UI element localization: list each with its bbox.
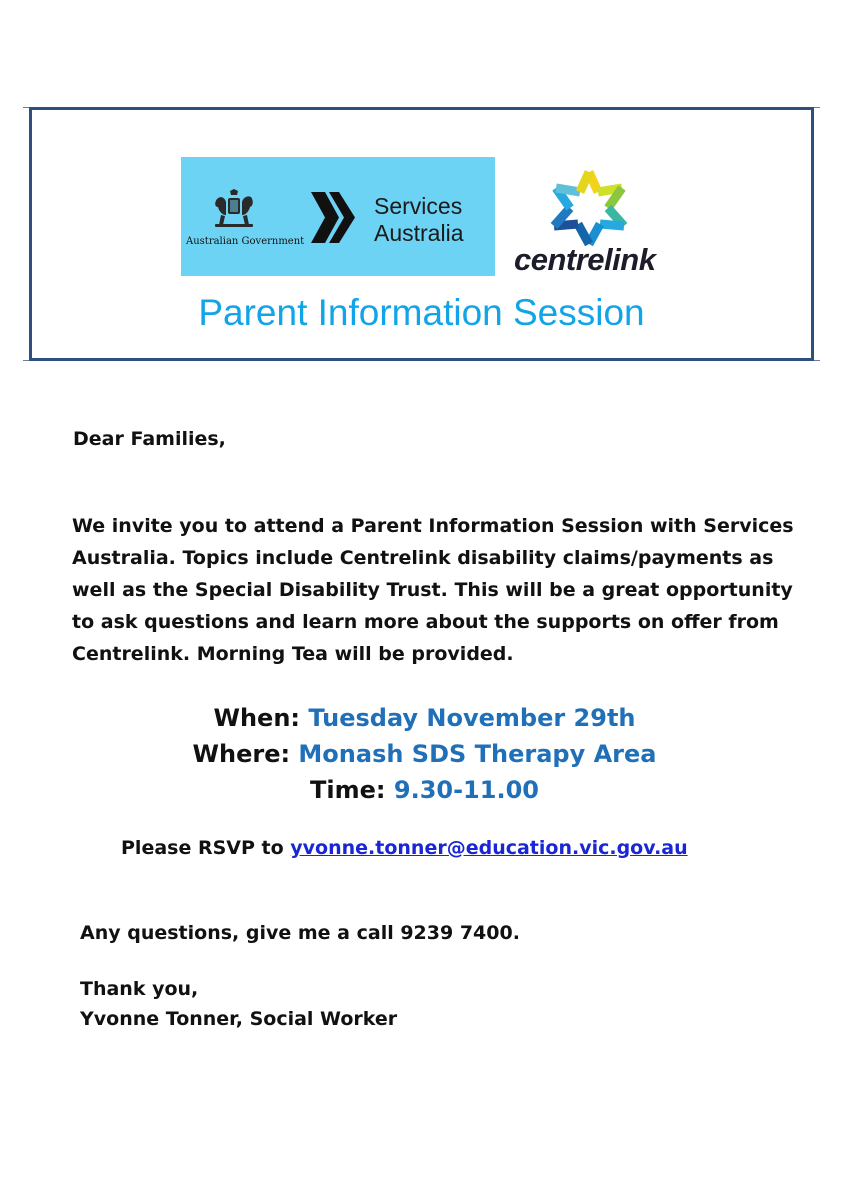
invitation-paragraph <box>72 510 812 670</box>
australian-government-text: Australian Government <box>186 236 305 247</box>
border-tick <box>23 107 29 108</box>
paragraph-line: Australia. Topics include Centrelink disability claims/payments as <box>72 547 774 569</box>
rsvp-line <box>121 837 688 859</box>
signoff <box>80 974 397 1034</box>
time-label: Time: <box>310 776 386 804</box>
services-australia-logo <box>181 157 495 276</box>
where-value: Monash SDS Therapy Area <box>298 740 657 768</box>
paragraph-line: well as the Special Disability Trust. This will be a great opportunity <box>72 579 793 601</box>
rsvp-text: Please RSVP to <box>121 837 284 859</box>
where-label: Where: <box>192 740 291 768</box>
border-tick <box>23 360 29 361</box>
services-australia-chevron-icon <box>309 190 359 245</box>
session-title: Parent Information Session <box>198 292 645 333</box>
centrelink-star-icon <box>548 168 630 246</box>
paragraph-line: We invite you to attend a Parent Information Session with Services <box>72 515 794 537</box>
paragraph-line: Centrelink. Morning Tea will be provided. <box>72 643 514 665</box>
questions-line: Any questions, give me a call 9239 7400. <box>80 922 520 944</box>
centrelink-wordmark: centrelink <box>514 242 656 277</box>
services-australia-line2: Australia <box>374 220 464 246</box>
signature: Yvonne Tonner, Social Worker <box>80 1008 398 1030</box>
coat-of-arms-icon <box>209 189 259 231</box>
when-label: When: <box>213 704 301 732</box>
when-value: Tuesday November 29th <box>308 704 636 732</box>
greeting: Dear Families, <box>73 428 226 450</box>
closing: Thank you, <box>80 978 199 1000</box>
time-value: 9.30-11.00 <box>393 776 539 804</box>
paragraph-line: to ask questions and learn more about the supports on offer from <box>72 611 779 633</box>
border-tick <box>814 107 820 108</box>
services-australia-name <box>374 193 463 247</box>
border-tick <box>814 360 820 361</box>
event-where <box>0 740 849 768</box>
event-time <box>0 776 849 804</box>
event-when <box>0 704 849 732</box>
rsvp-email-link[interactable]: yvonne.tonner@education.vic.gov.au <box>290 837 688 859</box>
services-australia-line1: Services <box>374 193 463 219</box>
